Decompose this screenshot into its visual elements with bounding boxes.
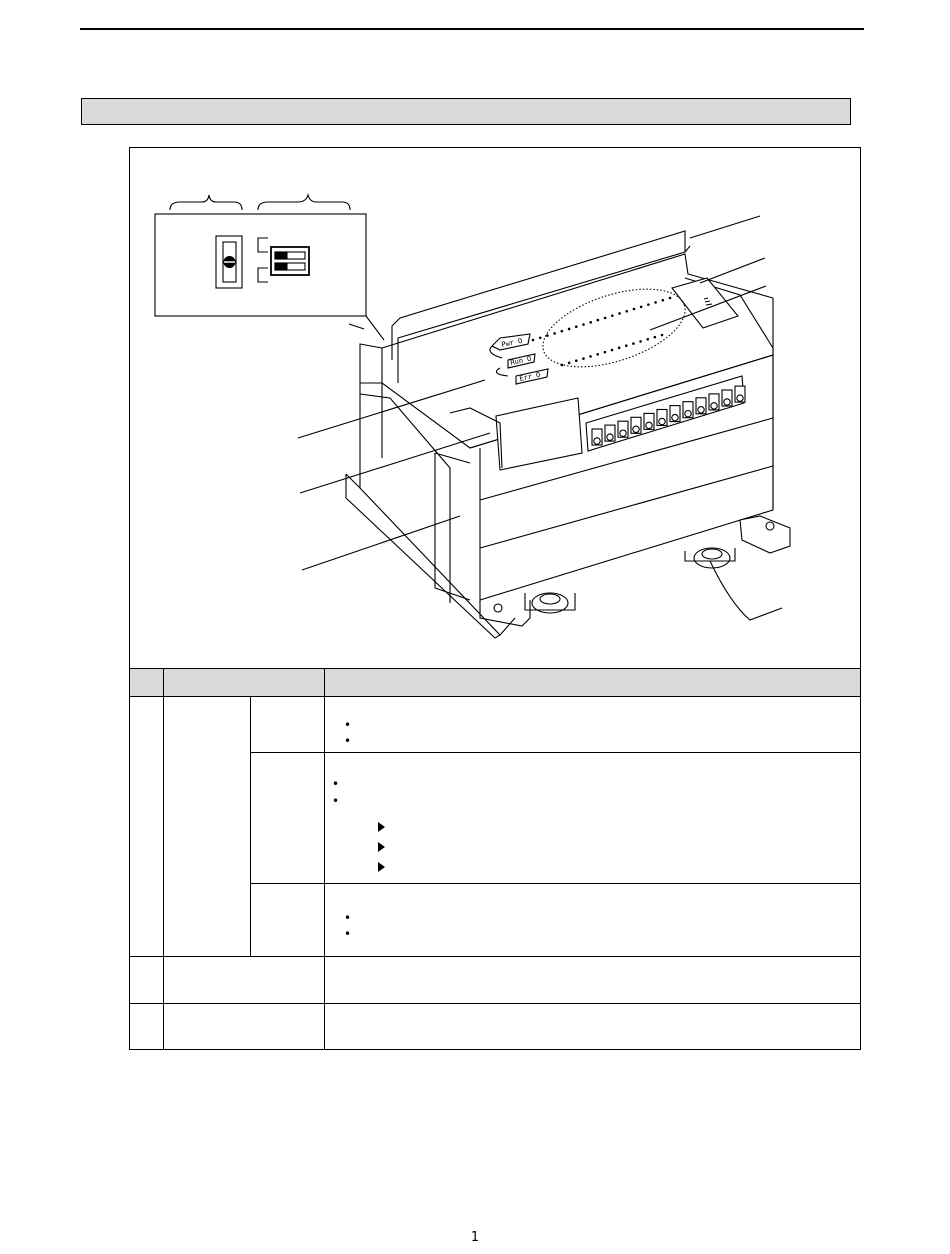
- page-number: 1: [470, 1230, 480, 1245]
- bullet-mark: •: [344, 927, 352, 941]
- top-rule: [80, 28, 864, 30]
- arrow-marker: [378, 822, 385, 832]
- bullet-mark: •: [344, 718, 352, 732]
- section-title-bar: [81, 98, 851, 125]
- inset-pointer: [366, 316, 384, 340]
- bullet-mark: •: [332, 777, 340, 791]
- arrow-marker: [378, 842, 385, 852]
- switch-inset: [155, 195, 366, 316]
- led-label-run: Run O: [509, 354, 533, 367]
- led-label-err: Err O: [518, 370, 542, 383]
- rotary-switch: [216, 236, 242, 288]
- arrow-marker: [378, 862, 385, 872]
- plc-body: [346, 231, 790, 638]
- led-label-pwr: Pwr O: [500, 336, 524, 349]
- plc-diagram: [130, 148, 862, 668]
- table-header-row: [130, 668, 860, 696]
- bullet-mark: •: [344, 911, 352, 925]
- bullet-mark: •: [332, 794, 340, 808]
- description-table: [130, 668, 860, 1050]
- figure-frame: [129, 147, 861, 1050]
- bullet-mark: •: [344, 734, 352, 748]
